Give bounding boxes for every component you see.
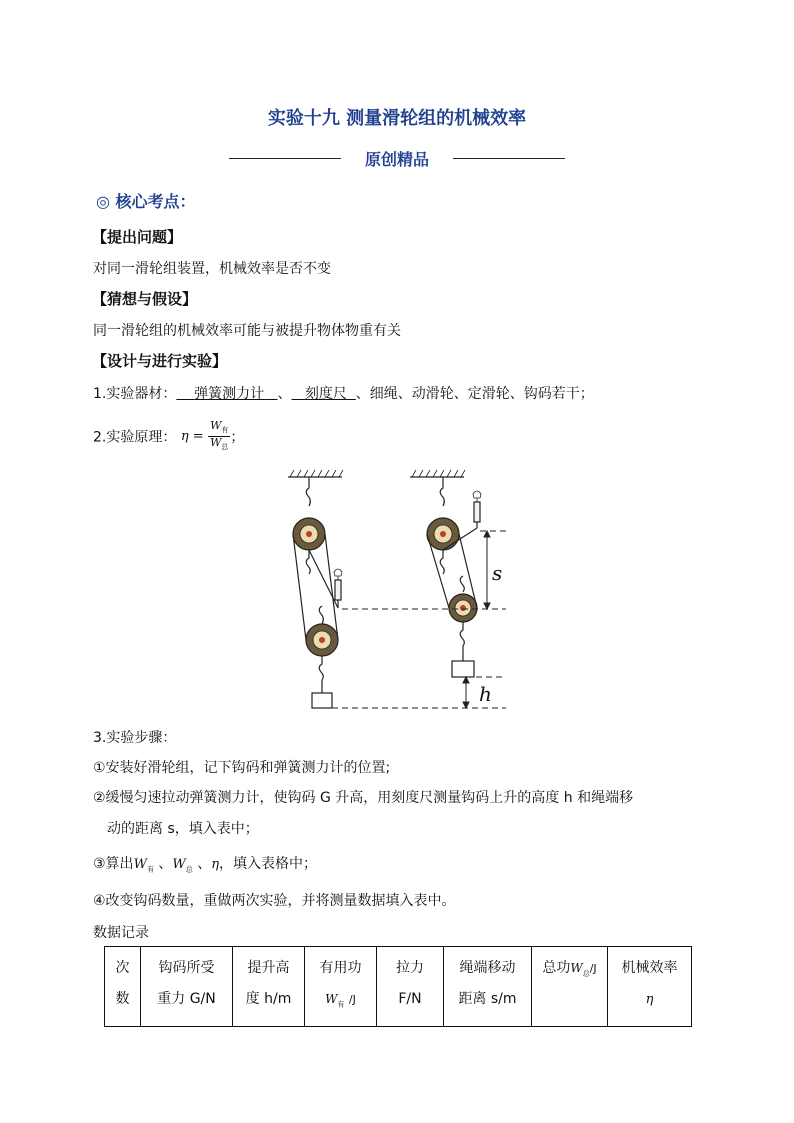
experiment-header: 【设计与进行实验】 [92, 352, 228, 370]
right-weight [452, 661, 474, 677]
step-3-eta: η [211, 857, 220, 872]
left-rope-1 [293, 534, 306, 640]
step-3-suffix: ，填入表格中； [219, 856, 318, 872]
subtitle: 原创精品 [364, 150, 429, 169]
s-label: s [492, 561, 503, 585]
step-4: ④改变钩码数量，重做两次实验，并将测量数据填入表中。 [93, 893, 456, 909]
hypothesis-header: 【猜想与假设】 [92, 290, 198, 308]
left-ceiling-hatch [290, 470, 343, 477]
equipment-prefix: 1.实验器材： [93, 386, 177, 402]
header-efficiency: 机械效率 η [608, 947, 692, 1027]
step-2-line-1: ②缓慢匀速拉动弹簧测力计，使钩码 G 升高，用刻度尺测量钩码上升的高度 h 和绳端移 [93, 790, 634, 806]
pulley-diagram [280, 468, 520, 718]
left-movable-pulley [306, 624, 338, 656]
equipment-blank-1 [176, 386, 277, 402]
right-spring-scale [474, 502, 480, 522]
denominator-w: W [210, 436, 222, 450]
h-label: h [479, 682, 492, 706]
fraction-numerator [208, 420, 230, 437]
equipment-sep: 、 [277, 386, 292, 402]
table-header-row [105, 947, 692, 1027]
question-text: 对同一滑轮组装置，机械效率是否不变 [93, 261, 331, 277]
header-total-work: 总功$W_总/J$ [532, 947, 608, 1027]
right-movable-hook-top [460, 576, 464, 592]
right-movable-pulley [449, 594, 477, 622]
step-3-w1: W [133, 857, 147, 872]
header-index: 次 数 [105, 947, 141, 1027]
data-table [104, 946, 692, 1027]
subtitle-rule-right [453, 158, 565, 159]
equipment-rest: 、细绳、动滑轮、定滑轮、钩码若干； [355, 386, 594, 402]
left-scale-hand-icon [334, 569, 342, 576]
equipment-blank-2 [292, 386, 356, 402]
header-height: 提升高 度 h/m [233, 947, 305, 1027]
question-header: 【提出问题】 [92, 228, 183, 246]
page-title: 实验十九 测量滑轮组的机械效率 [267, 108, 527, 129]
step-3-w-useful [134, 857, 154, 872]
equipment-line [93, 383, 594, 403]
header-weight: 钩码所受 重力 G/N [141, 947, 233, 1027]
equipment-blank-1-text: 弹簧测力计 [194, 386, 265, 402]
left-rope-3 [309, 550, 338, 608]
step-3-sub1: 有 [146, 865, 154, 874]
right-top-hook [440, 477, 444, 506]
right-mid-hook [440, 550, 444, 574]
step-3-sep-1: 、 [153, 856, 173, 872]
header-force: 拉力 F/N [377, 947, 444, 1027]
numerator-sub: 有 [221, 426, 229, 435]
equipment-blank-2-text: 刻度尺 [304, 386, 347, 402]
step-3-sub2: 总 [185, 865, 193, 874]
right-movable-hook-bottom [460, 622, 464, 646]
hypothesis-text: 同一滑轮组的机械效率可能与被提升物体物重有关 [93, 323, 401, 339]
core-points-label: ◎ 核心考点： [96, 192, 196, 211]
eta-symbol: η = [180, 429, 204, 445]
step-1: ①安装好滑轮组，记下钩码和弹簧测力计的位置; [93, 760, 391, 776]
left-movable-hook-top [319, 606, 323, 624]
step-3-w2: W [172, 857, 186, 872]
right-fixed-pulley [427, 518, 459, 550]
principle-suffix: ； [230, 429, 245, 446]
left-mid-hook [306, 550, 310, 574]
left-fixed-pulley [293, 518, 325, 550]
left-weight [312, 693, 332, 708]
left-spring-scale [335, 580, 341, 600]
left-top-hook [306, 477, 310, 506]
step-3-sep-2: 、 [192, 856, 212, 872]
record-label: 数据记录 [93, 925, 149, 941]
header-distance: 绳端移动 距离 s/m [444, 947, 532, 1027]
left-movable-hook-bottom [319, 656, 323, 680]
denominator-sub: 总 [221, 443, 229, 452]
step-3-w-total [172, 857, 192, 872]
principle-line [93, 420, 244, 453]
steps-header: 3.实验步骤： [93, 730, 177, 746]
s-distance-arrow [484, 531, 490, 609]
right-ceiling-hatch [412, 470, 465, 477]
right-scale-hand-icon [473, 491, 481, 498]
step-3-prefix: ③算出 [93, 856, 134, 872]
efficiency-fraction [208, 420, 230, 453]
step-2-line-2: 动的距离 s，填入表中； [107, 821, 259, 837]
step-3 [93, 853, 317, 875]
principle-prefix: 2.实验原理： [93, 429, 177, 446]
header-useful-work: 有用功 $W_有$ /J [305, 947, 377, 1027]
h-distance-arrow [463, 677, 469, 708]
fraction-denominator [210, 437, 228, 453]
numerator-w: W [210, 419, 222, 432]
